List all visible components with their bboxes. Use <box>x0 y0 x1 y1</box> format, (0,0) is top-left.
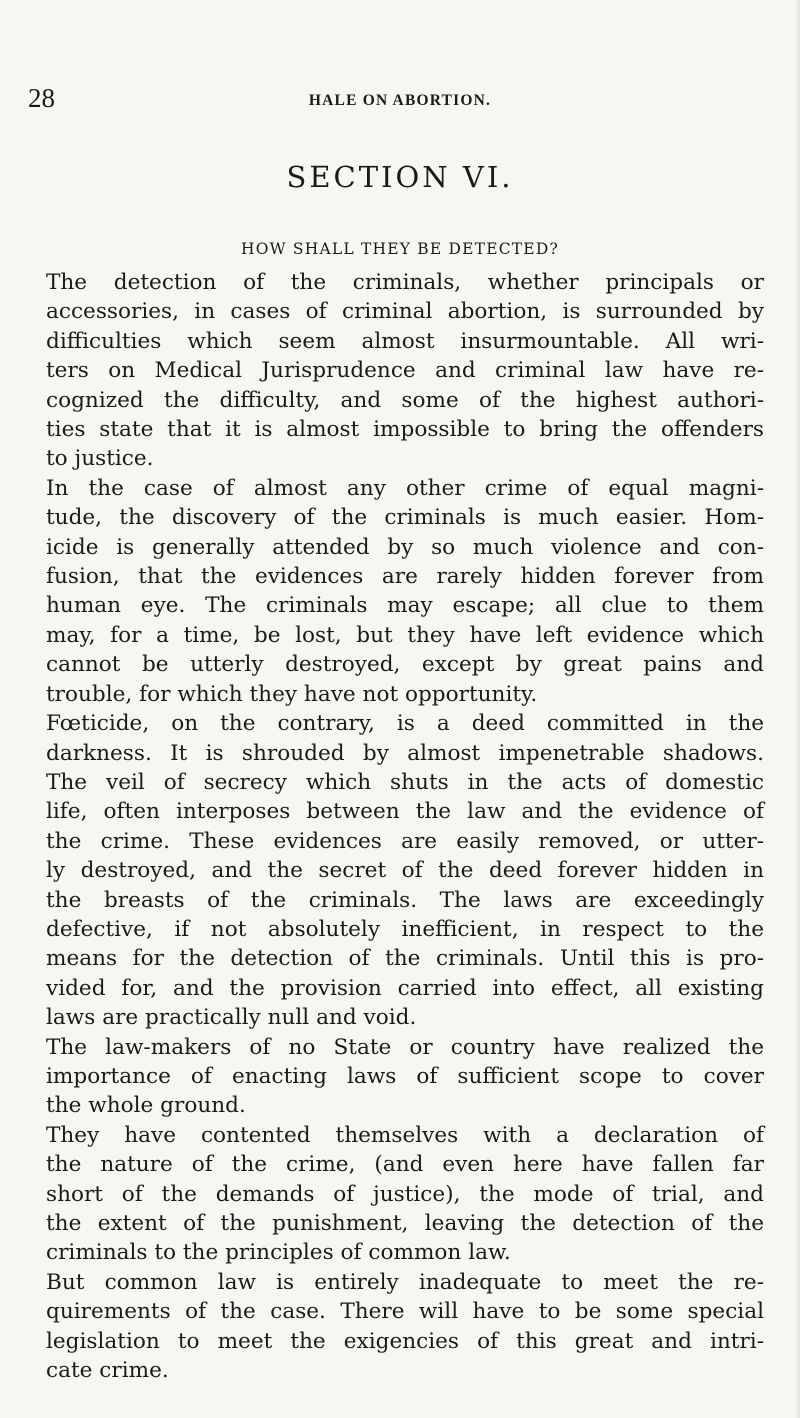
page-number: 28 <box>28 83 55 113</box>
text-line: But common law is entirely inadequate to meet the re- <box>46 1269 764 1295</box>
paragraph <box>46 709 764 1032</box>
text-line: to justice. <box>46 446 154 472</box>
text-line: the crime. These evidences are easily removed, or utter- <box>46 828 764 854</box>
text-line: ters on Medical Jurisprudence and criminal law have re- <box>46 358 764 384</box>
text-line: life, often interposes between the law and the evidence of <box>46 799 764 825</box>
text-line: icide is generally attended by so much violence and con- <box>46 534 764 560</box>
text-line: The veil of secrecy which shuts in the acts of domestic <box>46 769 764 795</box>
text-line: Fœticide, on the contrary, is a deed committed in the <box>46 711 764 737</box>
text-line: legislation to meet the exigencies of this great and intri- <box>46 1328 764 1354</box>
text-line: the whole ground. <box>46 1093 246 1119</box>
text-line: quirements of the case. There will have to be some special <box>46 1299 764 1325</box>
text-line: trouble, for which they have not opportunity. <box>46 681 538 707</box>
text-line: In the case of almost any other crime of equal magni- <box>46 475 764 501</box>
text-line: importance of enacting laws of sufficient scope to cover <box>46 1063 764 1089</box>
text-line: short of the demands of justice), the mode of trial, and <box>46 1181 764 1207</box>
text-line: ties state that it is almost impossible to bring the offenders <box>46 417 764 443</box>
text-line: They have contented themselves with a declaration of <box>46 1122 764 1148</box>
text-line: the breasts of the criminals. The laws are exceedingly <box>46 887 764 913</box>
paragraph <box>46 474 764 709</box>
paragraph <box>46 268 764 474</box>
text-line: fusion, that the evidences are rarely hidden forever from <box>46 564 764 590</box>
running-head: HALE ON ABORTION. <box>308 92 492 109</box>
body-text <box>46 268 764 1385</box>
section-title: SECTION VI. <box>286 160 514 194</box>
text-line: may, for a time, be lost, but they have left evidence which <box>46 622 764 648</box>
paragraph <box>46 1268 764 1386</box>
paragraph <box>46 1121 764 1268</box>
text-line: cannot be utterly destroyed, except by great pains and <box>46 652 764 678</box>
text-line: criminals to the principles of common law. <box>46 1240 511 1266</box>
section-subtitle: HOW SHALL THEY BE DETECTED? <box>241 240 559 258</box>
text-line: ly destroyed, and the secret of the deed forever hidden in <box>46 858 764 884</box>
text-line: The detection of the criminals, whether principals or <box>46 270 764 295</box>
text-line: human eye. The criminals may escape; all clue to them <box>46 593 764 619</box>
text-line: means for the detection of the criminals. Until this is pro- <box>46 946 764 972</box>
text-line: the nature of the crime, (and even here have fallen far <box>46 1152 764 1178</box>
text-line: cognized the difficulty, and some of the highest authori- <box>46 387 764 413</box>
text-line: cate crime. <box>46 1358 169 1384</box>
text-line: defective, if not absolutely inefficient, in respect to the <box>46 916 764 942</box>
text-line: the extent of the punishment, leaving the detection of the <box>46 1211 764 1236</box>
text-line: accessories, in cases of criminal abortion, is surrounded by <box>46 299 764 325</box>
text-line: laws are practically null and void. <box>46 1005 417 1031</box>
paragraph <box>46 1033 764 1121</box>
text-line: tude, the discovery of the criminals is much easier. Hom- <box>46 505 764 531</box>
page-edge-shadow <box>794 0 800 1418</box>
text-line: The law-makers of no State or country have realized the <box>46 1034 764 1060</box>
text-line: vided for, and the provision carried into effect, all existing <box>46 975 764 1001</box>
text-line: difficulties which seem almost insurmountable. All wri- <box>46 328 764 354</box>
text-line: darkness. It is shrouded by almost impenetrable shadows. <box>46 740 764 766</box>
